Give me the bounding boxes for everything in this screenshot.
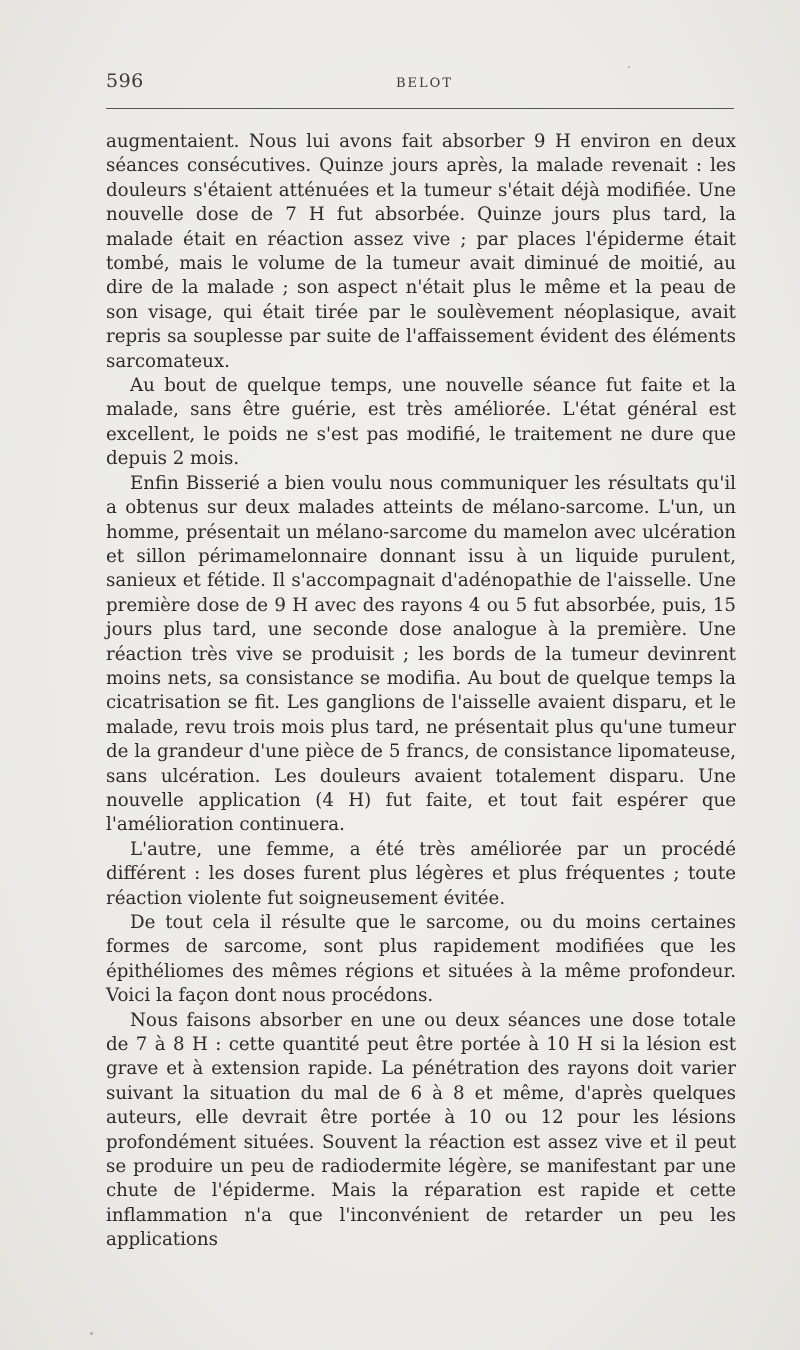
page-header bbox=[106, 70, 734, 98]
page-number: 596 bbox=[106, 70, 144, 92]
paragraph: Nous faisons absorber en une ou deux séances une dose totale de 7 à 8 H : cette quantité peut être portée à 10 H si la lésion est grave et à extension rapide. La pénétration des rayons doit varier suivant la situation du mal de 6 à 8 et même, d'après quelques auteurs, elle devrait être portée à 10 ou 12 pour les lésions profondément situées. Souvent la réaction est assez vive et il peut se produire un peu de radiodermite légère, se manifestant par une chute de l'épiderme. Mais la réparation est rapide et cette inflammation n'a que l'inconvénient de retarder un peu les applications bbox=[106, 1009, 736, 1251]
paragraph-continuation: augmentaient. Nous lui avons fait absorber 9 H environ en deux séances consécutives. Quinze jours après, la malade revenait : les douleurs s'étaient atténuées et la tumeur s'était déjà modifiée. Une nouvelle dose de 7 H fut absorbée. Quinze jours plus tard, la malade était en réaction assez vive ; par places l'épiderme était tombé, mais le volume de la tumeur avait diminué de moitié, au dire de la malade ; son aspect n'était plus le même et la peau de son visage, qui était tirée par le soulèvement néoplasique, avait repris sa souplesse par suite de l'affaissement évident des éléments sarcomateux. bbox=[106, 131, 736, 372]
header-rule bbox=[106, 108, 734, 109]
paper-speck bbox=[628, 66, 630, 68]
body-text bbox=[106, 130, 736, 1253]
paragraph: Au bout de quelque temps, une nouvelle séance fut faite et la malade, sans être guérie, est très améliorée. L'état général est excellent, le poids ne s'est pas modifié, le traitement ne dure que depuis 2 mois. bbox=[106, 375, 736, 470]
paragraph: De tout cela il résulte que le sarcome, ou du moins certaines formes de sarcome, sont plus rapidement modifiées que les épithéliomes des mêmes régions et situées à la même profondeur. Voici la façon dont nous procédons. bbox=[106, 912, 736, 1007]
running-head: BELOT bbox=[396, 76, 454, 91]
paragraph: L'autre, une femme, a été très améliorée par un procédé différent : les doses furent plus légères et plus fréquentes ; toute réaction violente fut soigneusement évitée. bbox=[106, 838, 736, 909]
paragraph: Enfin Bisserié a bien voulu nous communiquer les résultats qu'il a obtenus sur deux malades atteints de mélano-sarcome. L'un, un homme, présentait un mélano-sarcome du mamelon avec ulcération et sillon périmamelonnaire donnant issu à un liquide purulent, sanieux et fétide. Il s'accompagnait d'adénopathie de l'aisselle. Une première dose de 9 H avec des rayons 4 ou 5 fut absorbée, puis, 15 jours plus tard, une seconde dose analogue à la première. Une réaction très vive se produisit ; les bords de la tumeur devinrent moins nets, sa consistance se modifia. Au bout de quelque temps la cicatrisation se fit. Les ganglions de l'aisselle avaient disparu, et le malade, revu trois mois plus tard, ne présentait plus qu'une tumeur de la grandeur d'une pièce de 5 francs, de consistance lipomateuse, sans ulcération. Les douleurs avaient totalement disparu. Une nouvelle application (4 H) fut faite, et tout fait espérer que l'amélioration continuera. bbox=[106, 472, 736, 836]
paper-speck bbox=[90, 1332, 93, 1335]
